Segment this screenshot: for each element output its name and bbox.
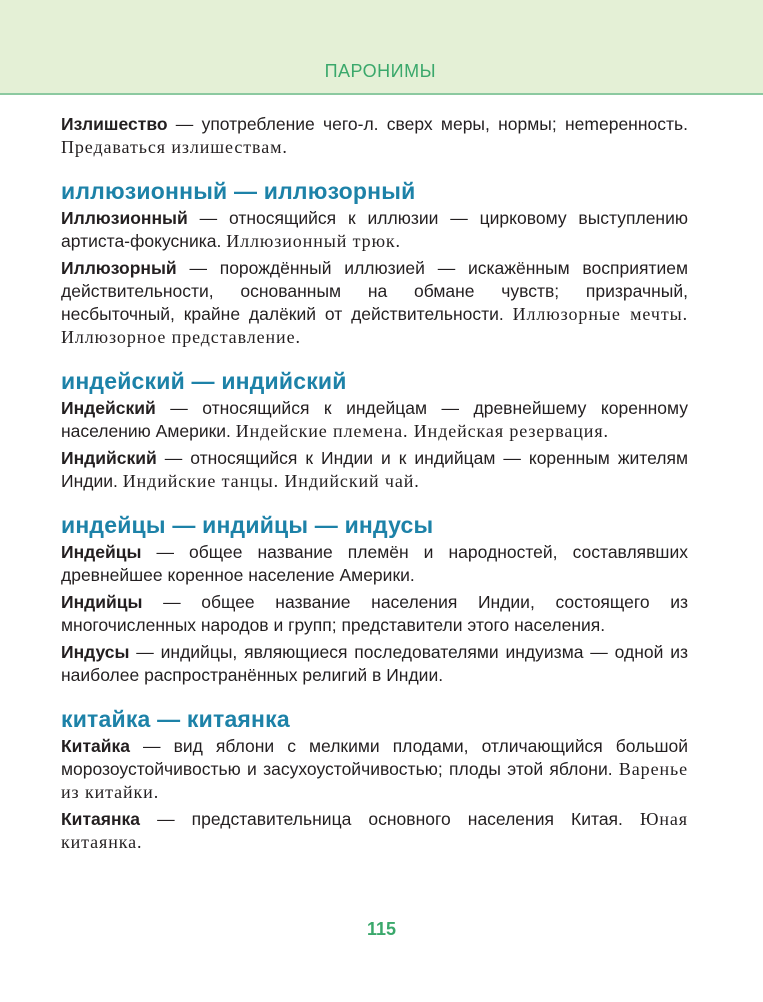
entry-example: Юная китаянка.	[61, 809, 688, 852]
dictionary-entry	[61, 808, 688, 854]
entry-definition: — употребление чего-л. сверх меры, нормы; неmеренность.	[167, 114, 688, 134]
entry-term: Индийский	[61, 448, 157, 468]
entry-example: Индийские танцы. Индийский чай.	[122, 471, 420, 491]
entry-term: Иллюзорный	[61, 258, 177, 278]
entry-definition: — общее название племён и народностей, составлявших древнейшее коренное население Америки.	[61, 542, 688, 585]
dictionary-entry	[61, 641, 688, 687]
entry-definition: — общее название населения Индии, состоящего из многочисленных народов и групп; представители этого населения.	[61, 592, 688, 635]
dictionary-entry	[61, 397, 688, 443]
page-number: 115	[366, 919, 397, 939]
entry-definition: — относящийся к индейцам — древнейшему коренному населению Америки.	[61, 398, 688, 441]
entry-example: Варенье из китайки.	[61, 759, 688, 802]
running-header-title: ПАРОНИМЫ	[324, 61, 436, 81]
entry-definition: — представительница основного населения Китая.	[140, 809, 640, 829]
dictionary-entry	[61, 257, 688, 349]
entry-example: Предаваться излишествам.	[61, 137, 288, 157]
entry-definition: — порождённый иллюзией — искажённым восприятием действительности, основанным на обмане чувств; призрачный, несбыточный, крайне далёкий от действительности.	[61, 258, 688, 324]
entry-definition: — индийцы, являющиеся последователями индуизма — одной из наиболее распространённых религий в Индии.	[61, 642, 688, 685]
intro-entry	[61, 113, 688, 159]
dictionary-entry	[61, 735, 688, 804]
section-heading: индейский — индийский	[61, 368, 347, 394]
entry-term: Индейский	[61, 398, 156, 418]
entry-definition: — относящийся к Индии и к индийцам — коренным жителям Индии.	[61, 448, 688, 491]
entry-term: Китайка	[61, 736, 130, 756]
entry-term: Индусы	[61, 642, 130, 662]
entry-term: Индийцы	[61, 592, 143, 612]
dictionary-entry	[61, 541, 688, 587]
section-heading: индейцы — индийцы — индусы	[61, 512, 434, 538]
entry-example: Иллюзорные мечты. Иллюзорное представление.	[61, 304, 688, 347]
dictionary-entry	[61, 591, 688, 637]
entry-example: Индейские племена. Индейская резервация.	[235, 421, 609, 441]
section-heading: иллюзионный — иллюзорный	[61, 178, 416, 204]
dictionary-entry	[61, 447, 688, 493]
entry-term: Китаянка	[61, 809, 141, 829]
entry-definition: — относящийся к иллюзии — цирковому выступлению артиста-фокусника.	[61, 208, 688, 251]
page-content	[61, 113, 688, 858]
entry-term: Иллюзионный	[61, 208, 188, 228]
dictionary-entry	[61, 207, 688, 253]
section-heading: китайка — китаянка	[61, 706, 290, 732]
entry-example: Иллюзионный трюк.	[226, 231, 401, 251]
entry-term: Индейцы	[61, 542, 142, 562]
entry-definition: — вид яблони с мелкими плодами, отличающийся большой морозоустойчивостью и засухоустойчивостью; плоды этой яблони.	[61, 736, 688, 779]
header-band	[0, 0, 763, 95]
entry-term: Излишество	[61, 114, 168, 134]
